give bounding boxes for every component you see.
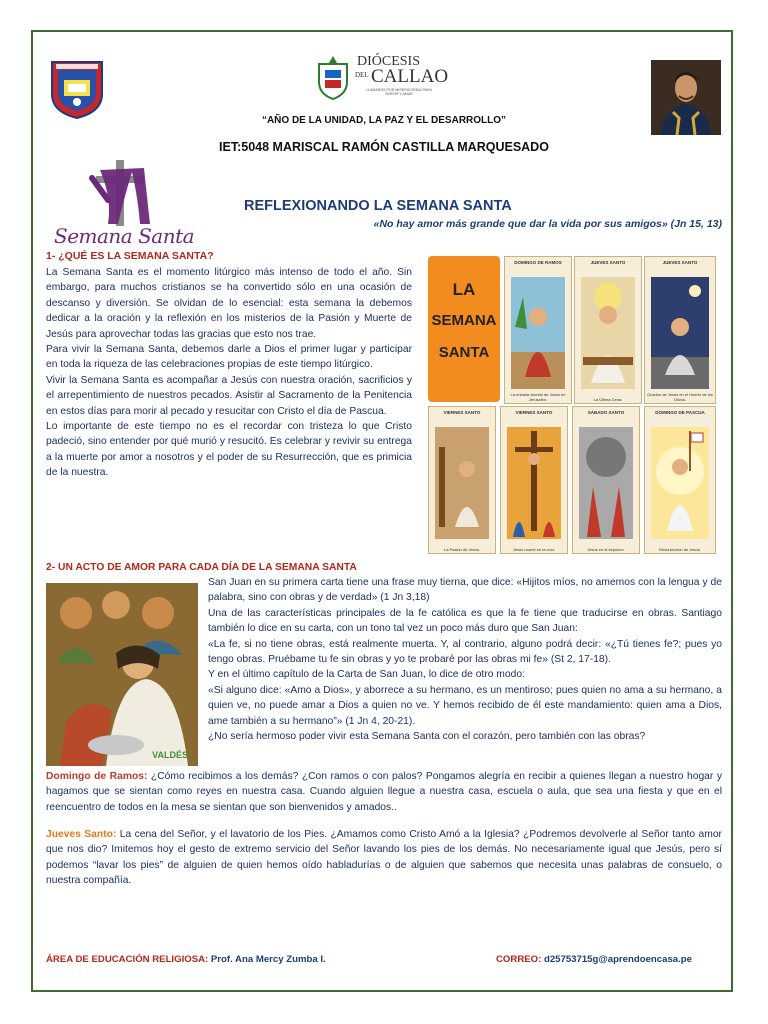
- semana-santa-logo-text: Semana Santa: [54, 224, 195, 248]
- poster-panel-day: VIERNES SANTO: [515, 410, 553, 415]
- jueves-santo-paragraph: [46, 827, 722, 889]
- section1-paragraph: La Semana Santa es el momento litúrgico más intenso de todo el año. Sin embargo, para muchos cristianos se ha convertido sólo en una ocasión de descanso y diversión. Se olvidan de lo esencial: esta semana la debemos dedicar a la oración y la reflexión en los misterios de la Pasión y Muerte de Jesús para aprovechar todas las gracias que esto nos trae.: [46, 267, 412, 340]
- section1-body: [46, 265, 412, 481]
- year-motto: “AÑO DE LA UNIDAD, LA PAZ Y EL DESARROLLO”: [261, 115, 507, 126]
- poster-title-line: SANTA: [438, 344, 490, 361]
- footer-email-label: CORREO:: [496, 954, 542, 965]
- section1-paragraph: Vivir la Semana Santa es acompañar a Jesús con nuestra oración, sacrificios y el arrepentimiento de nuestros pecados. Asistir al Sacramento de la Penitencia en estos días para morir al pecado y resucitar con Cristo el día de Pascua.: [46, 374, 412, 417]
- poster-panel-day: VIERNES SANTO: [443, 410, 481, 415]
- section2-line: «Si alguno dice: «Amo a Dios», y aborrece a su hermano, es un mentiroso; pues quien no ama a su hermano, a quien ve, no puede amar a Dios a quien no ve. Y hemos recibido de él este mandamiento: quien ama a Dios, ame también a su hermano”» (1 Jn 4, 20-21).: [208, 684, 722, 727]
- diocese-top-text: DIÓCESIS: [357, 54, 421, 69]
- foot-washing-painting: [46, 583, 198, 766]
- footer-area: [46, 954, 326, 965]
- section2-line: Y en el último capítulo de la Carta de San Juan, lo dice de otro modo:: [208, 669, 525, 681]
- semana-santa-logo: [52, 158, 202, 254]
- jueves-label: Jueves Santo:: [46, 829, 117, 840]
- section2-line: «La fe, si no tiene obras, está realmente muerta. Y, al contrario, alguno podrá decir: «¿Tú tienes fe?; pues yo tengo obras. Pruébame tu fe sin obras y yo te probaré por las obras mi fe» (St 2, 17-18).: [208, 638, 722, 666]
- poster-panel-caption: Oración de Jesús en el Huerto de los Olivos.: [647, 392, 713, 402]
- domingo-text: ¿Cómo recibimos a los demás? ¿Con ramos o con palos? Pongamos alegría en recibir a quienes llegan a nuestro hogar y hagamos que se sientan como reyes en nuestra casa. Cuando alguien llegue a nuestra casa, escuela o aula, que sea una fiesta y que en el reencuentro de todos en la mesa se sientan que son bienvenidos y amados..: [46, 771, 722, 813]
- school-crest-logo: [46, 58, 108, 120]
- poster-panel-caption: Jesús muere en la cruz.: [512, 547, 556, 552]
- poster-title-line: SEMANA: [431, 312, 497, 329]
- poster-panel-caption: Jesús en el sepulcro.: [587, 547, 625, 552]
- diocese-name-text: CALLAO: [371, 66, 449, 87]
- poster-panel: [644, 406, 716, 554]
- domingo-de-ramos-paragraph: [46, 769, 722, 815]
- footer-area-label: ÁREA DE EDUCACIÓN RELIGIOSA:: [46, 954, 209, 965]
- domingo-label: Domingo de Ramos:: [46, 771, 148, 782]
- poster-title-line: LA: [452, 280, 476, 299]
- section2-heading: 2- UN ACTO DE AMOR PARA CADA DÍA DE LA SEMANA SANTA: [46, 562, 357, 573]
- poster-panel: [504, 256, 572, 404]
- jueves-text: La cena del Señor, y el lavatorio de los Pies. ¿Amamos como Cristo Amó a la Iglesia? ¿Podremos devolverle al Señor tanto amor que nos dio? Imitemos hoy el gesto de extremo servicio del Señor lavando los pies de los demás. No necesariamente igual que Jesús, pero sí podemos “lavar los pies” de alguien de quien hemos oído habladurías o de alguien que sabemos que necesita unas palabras de consuelo, o nuestra compañía.: [46, 829, 722, 887]
- poster-panel-day: JUEVES SANTO: [662, 260, 698, 265]
- page-title: REFLEXIONANDO LA SEMANA SANTA: [244, 198, 512, 214]
- poster-panel: [644, 256, 716, 404]
- section1-heading: 1- ¿QUÉ ES LA SEMANA SANTA?: [46, 250, 214, 262]
- poster-panel-caption: La Pasión de Jesús.: [443, 547, 481, 552]
- poster-panel-caption: La entrada triunfal de Jesús en Jerusalén.: [510, 392, 566, 402]
- poster-panel-day: SÁBADO SANTO: [587, 410, 625, 415]
- section1-paragraph: Para vivir la Semana Santa, debemos darle a Dios el primer lugar y participar en toda la riqueza de las celebraciones propias de este tiempo litúrgico.: [46, 344, 412, 371]
- semana-santa-poster: [424, 250, 718, 556]
- diocese-logo: [313, 54, 453, 102]
- footer-email: [496, 954, 692, 965]
- school-name: IET:5048 MARISCAL RAMÓN CASTILLA MARQUESADO: [219, 140, 549, 154]
- poster-panel-caption: La Última Cena.: [593, 397, 623, 402]
- poster-title-box: [428, 256, 500, 402]
- section1-paragraph: Lo importante de este tiempo no es el recordar con tristeza lo que Cristo padeció, sino entender por qué murió y resucitó. Es celebrar y revivir su entrega a la muerte por amor a nosotros y el poder de su Resurrección, que es primicia de la nuestra.: [46, 421, 412, 479]
- footer-teacher: Prof. Ana Mercy Zumba I.: [208, 954, 326, 965]
- section2-body: [208, 575, 722, 744]
- diocese-tagline: LLAMADOS POR MISERICORDIA PARA SERVIR Y AMAR: [365, 88, 433, 97]
- poster-panel: [574, 256, 642, 404]
- portrait-image: [651, 60, 721, 135]
- poster-panel-day: DOMINGO DE RAMOS: [514, 260, 562, 265]
- poster-panel-day: DOMINGO DE PASCUA: [655, 410, 705, 415]
- poster-panel: [572, 406, 640, 554]
- diocese-crest-icon: [313, 54, 353, 100]
- diocese-del-text: DEL: [355, 71, 369, 79]
- section2-line: ¿No sería hermoso poder vivir esta Semana Santa con el corazón, pero también con las obras?: [208, 731, 646, 743]
- section2-line: Una de las características principales de la fe católica es que la fe tiene que traducirse en obras. Santiago también lo dice en su carta, con un tono tal vez un poco más duro que San Juan:: [208, 607, 722, 635]
- title-quote: «No hay amor más grande que dar la vida por sus amigos» (Jn 15, 13): [373, 218, 722, 230]
- poster-panel: [428, 406, 496, 554]
- poster-panel-day: JUEVES SANTO: [590, 260, 626, 265]
- poster-panel-caption: Resurrección de Jesús.: [659, 547, 701, 552]
- section2-line: San Juan en su primera carta tiene una frase muy tierna, que dice: «Hijitos míos, no amemos con la lengua y de palabra, sino con obras y de verdad» (1 Jn 3,18): [208, 577, 722, 604]
- painting-signature: VALDÉS: [152, 750, 188, 760]
- footer-email-address[interactable]: d25753715g@aprendoencasa.pe: [541, 954, 692, 965]
- poster-panel: [500, 406, 568, 554]
